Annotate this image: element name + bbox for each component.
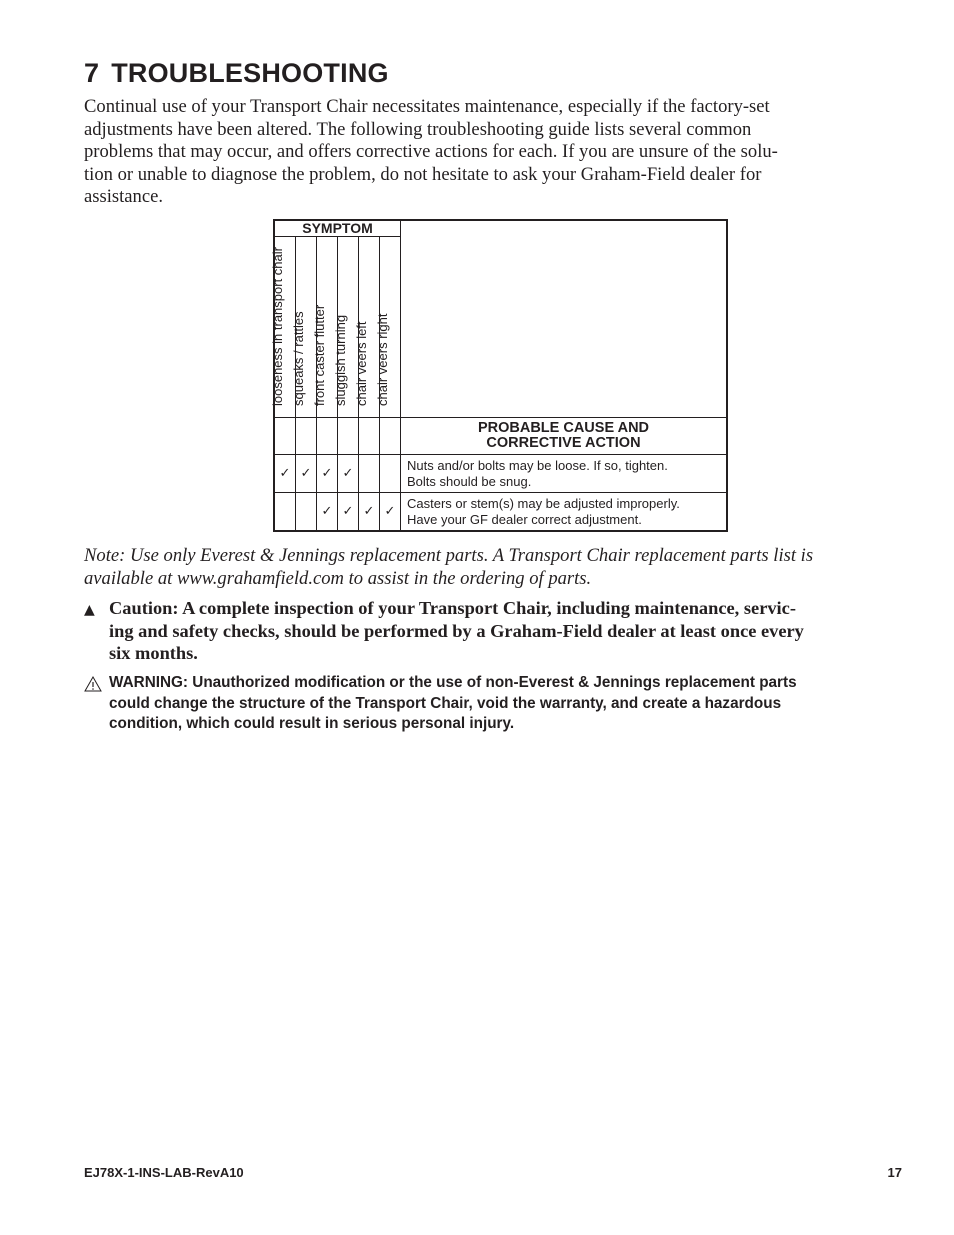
check-cell: ✓: [380, 493, 401, 532]
check-cell: [296, 493, 317, 532]
check-cell: [380, 455, 401, 493]
symptom-label: sluggish turning: [333, 314, 348, 406]
intro-line: adjustments have been altered. The following troubleshooting guide lists several common: [84, 118, 752, 140]
symptom-label: chair veers right: [375, 313, 390, 406]
action-cell: [401, 455, 728, 493]
table-row: [274, 493, 727, 532]
action-line: Have your GF dealer correct adjustment.: [407, 511, 642, 527]
note-line: Note: Use only Everest & Jennings replacement parts. A Transport Chair replacement parts list is: [84, 545, 814, 566]
section-number: 7: [84, 58, 100, 88]
warning-block: [84, 673, 914, 735]
symptom-label: looseness in transport chair: [270, 247, 285, 406]
symptom-label: squeaks / rattles: [291, 311, 306, 406]
page-number: 17: [887, 1165, 902, 1180]
caution-block: [84, 597, 914, 665]
intro-line: problems that may occur, and offers corrective actions for each. If you are unsure of the solu-: [84, 141, 778, 162]
intro-line: assistance.: [84, 186, 163, 207]
header-blank-area: [401, 220, 728, 418]
check-cell: ✓: [338, 455, 359, 493]
symptom-label: chair veers left: [354, 321, 369, 406]
empty-cell: [296, 418, 317, 455]
caution-line: six months.: [109, 643, 198, 663]
empty-cell: [359, 418, 380, 455]
caution-line: ing and safety checks, should be performed by a Graham-Field dealer at least once every: [109, 620, 804, 641]
document-id: EJ78X-1-INS-LAB-RevA10: [84, 1165, 244, 1180]
page-title: [84, 56, 389, 90]
empty-cell: [338, 418, 359, 455]
action-line: Bolts should be snug.: [407, 473, 532, 489]
empty-cell: [274, 418, 296, 455]
check-cell: [274, 493, 296, 532]
cause-header: [401, 418, 728, 455]
cause-header-line: CORRECTIVE ACTION: [486, 435, 641, 451]
check-cell: ✓: [338, 493, 359, 532]
action-line: Casters or stem(s) may be adjusted improperly.: [407, 496, 680, 511]
note-line: available at www.grahamfield.com to assist in the ordering of parts.: [84, 567, 592, 589]
cause-header-line: PROBABLE CAUSE AND: [477, 419, 650, 436]
check-cell: ✓: [296, 455, 317, 493]
action-line: Nuts and/or bolts may be loose. If so, tighten.: [407, 458, 668, 473]
check-cell: ✓: [317, 493, 338, 532]
intro-line: tion or unable to diagnose the problem, do not hesitate to ask your Graham-Field dealer for: [84, 163, 762, 185]
action-cell: [401, 493, 728, 532]
empty-cell: [317, 418, 338, 455]
warning-line: could change the structure of the Transport Chair, void the warranty, and create a hazardous: [109, 694, 782, 712]
symptom-header: SYMPTOM: [274, 220, 401, 237]
symptom-label: front caster flutter: [312, 304, 327, 406]
empty-cell: [380, 418, 401, 455]
warning-line: WARNING: Unauthorized modification or the use of non-Everest & Jennings replacement parts: [109, 674, 797, 691]
caution-line: Caution: A complete inspection of your Transport Chair, including maintenance, servic-: [109, 598, 796, 618]
troubleshooting-table: [270, 219, 728, 532]
intro-line: Continual use of your Transport Chair necessitates maintenance, especially if the factory-set: [84, 96, 770, 117]
check-cell: ✓: [274, 455, 296, 493]
section-title: TROUBLESHOOTING: [111, 58, 389, 88]
table-row: [274, 455, 727, 493]
note-paragraph: [84, 545, 914, 590]
check-cell: [359, 455, 380, 493]
check-cell: ✓: [359, 493, 380, 532]
check-cell: ✓: [317, 455, 338, 493]
symptom-column: [375, 237, 401, 418]
caution-triangle-icon: ▲: [84, 602, 95, 618]
warning-triangle-icon: [84, 676, 102, 699]
intro-paragraph: [84, 96, 896, 209]
warning-line: condition, which could result in serious personal injury.: [109, 715, 515, 732]
